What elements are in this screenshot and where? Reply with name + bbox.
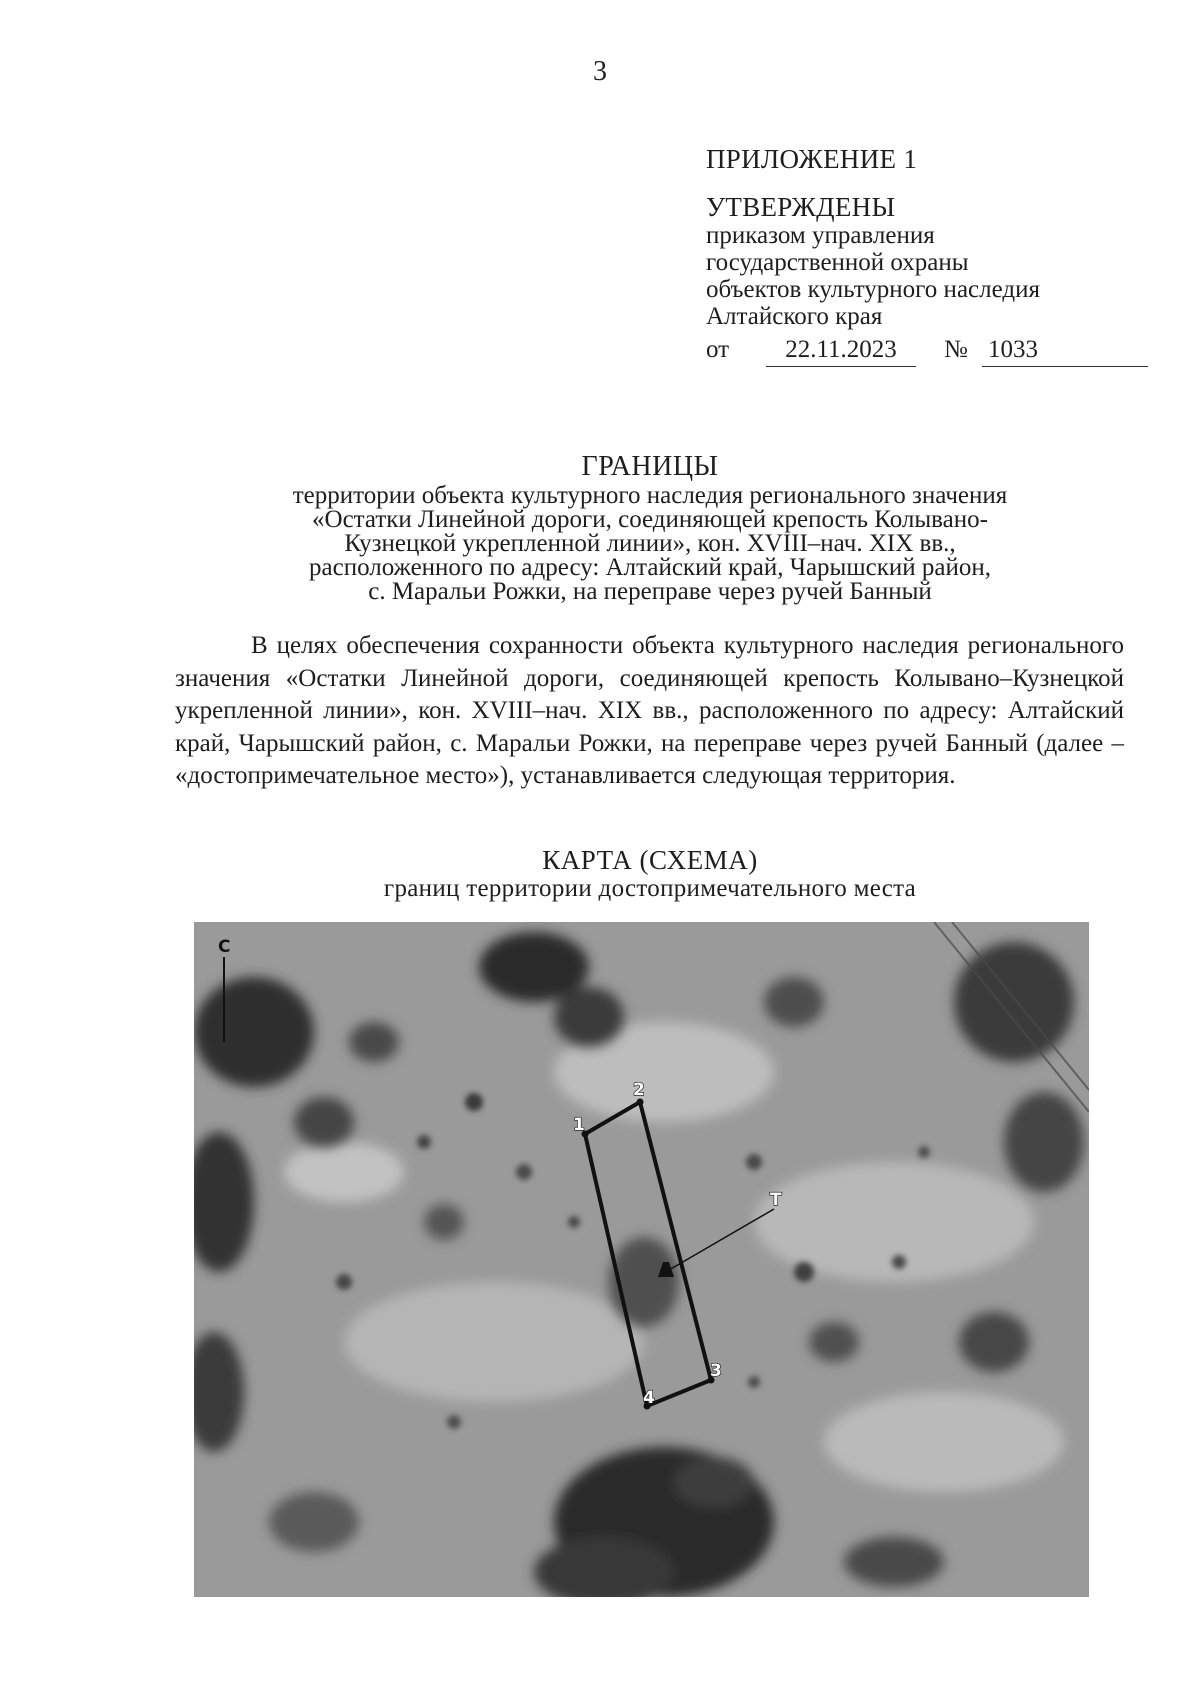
order-date: 22.11.2023 [766, 336, 916, 367]
map-image [194, 922, 1089, 1597]
appendix-heading: ПРИЛОЖЕНИЕ 1 [706, 144, 918, 174]
date-prefix: от [706, 336, 730, 363]
boundaries-subtitle-line: расположенного по адресу: Алтайский край, Чарышский район, [309, 554, 991, 581]
order-date-number [706, 334, 1146, 370]
number-sign: № [944, 336, 968, 363]
appendix-block [706, 142, 1146, 370]
approval-line: объектов культурного наследия [706, 276, 1040, 303]
north-label: С [218, 937, 231, 957]
object-label-t: T [770, 1190, 782, 1210]
boundaries-subtitle-line: территории объекта культурного наследия регионального значения [292, 482, 1008, 509]
point-label-1: 1 [573, 1115, 585, 1135]
map-title: КАРТА (СХЕМА) [542, 845, 758, 875]
boundaries-title: ГРАНИЦЫ [581, 451, 719, 482]
map-heading-block [0, 845, 1200, 903]
page-number: 3 [593, 56, 607, 87]
boundaries-subtitle-line: «Остатки Линейной дороги, соединяющей крепость Колывано- [312, 506, 988, 533]
map-subtitle: границ территории достопримечательного места [383, 875, 917, 902]
boundary-map [194, 922, 1089, 1597]
point-label-4: 4 [643, 1388, 655, 1408]
boundaries-heading-block [180, 450, 1120, 604]
approval-line: государственной охраны [706, 249, 969, 276]
boundaries-subtitle-line: Кузнецкой укрепленной линии», кон. XVIII–нач. XIX вв., [344, 530, 956, 557]
boundaries-subtitle-line: с. Маральи Рожки, на переправе через ручей Банный [368, 578, 932, 605]
approval-line: Алтайского края [706, 303, 883, 330]
point-label-3: 3 [710, 1361, 722, 1381]
approval-line: приказом управления [706, 222, 935, 249]
point-label-2: 2 [633, 1080, 645, 1100]
order-number: 1033 [982, 336, 1148, 367]
body-paragraph: В целях обеспечения сохранности объекта культурного наследия регионального значения «Остатки Линейной дороги, соединяющей крепость Колывано–Кузнецкой укрепленной линии», кон. XVIII–нач. XIX вв., расположенного по адресу: Алтайский край, Чарышский район, с. Маральи Рожки, на переправе через ручей Банный (далее – «достопримечательное место»), устанавливается следующая территория. [175, 632, 1124, 789]
approved-heading: УТВЕРЖДЕНЫ [706, 192, 896, 222]
